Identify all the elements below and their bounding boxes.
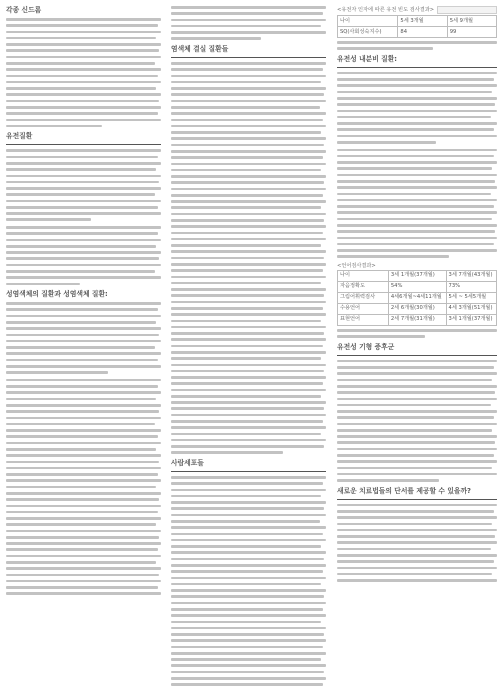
body-paragraph <box>6 302 161 374</box>
results-table <box>337 15 497 38</box>
heading-rule <box>171 57 326 58</box>
table-row: 표현언어 2세 7개월(31개월) 3세 1개월(37개월) <box>338 314 497 325</box>
section-heading: 각종 신드롬 <box>6 6 42 14</box>
section-heading: 유전성 내분비 질환: <box>337 54 397 63</box>
body-paragraph <box>337 504 497 582</box>
table-row: SQ(사회성숙지수) 84 99 <box>338 27 497 38</box>
table-row: 나이 3세 1개월(37개월) 3세 7개월(43개월) <box>338 270 497 281</box>
section-heading: 염색체 결실 질환들 <box>171 45 229 53</box>
table-row: 자음정확도 54% 73% <box>338 281 497 292</box>
section-heading: 유전성 기형 증후군 <box>337 342 395 351</box>
table-caption: <유전자 인자에 따른 유전 빈도 검사결과> <box>337 6 435 13</box>
body-paragraph <box>6 18 161 127</box>
body-paragraph <box>171 62 326 454</box>
body-paragraph <box>6 149 161 221</box>
table-row: 수용언어 2세 6개월(30개월) 4세 3개월(51개월) <box>338 303 497 314</box>
table-caption: <언어검사결과> <box>337 262 376 269</box>
body-paragraph <box>337 41 497 50</box>
column-middle <box>171 6 326 691</box>
section-heading: 새로운 치료법들의 단서를 제공할 수 있을까? <box>337 486 471 495</box>
body-paragraph <box>337 149 497 258</box>
body-paragraph <box>337 360 497 482</box>
body-paragraph <box>6 226 161 285</box>
language-test-table <box>337 270 497 326</box>
heading-rule <box>171 471 326 472</box>
body-paragraph <box>6 379 161 595</box>
body-paragraph <box>171 6 326 40</box>
heading-rule <box>337 355 497 356</box>
column-right <box>337 6 497 587</box>
section-heading: 사람세포들 <box>171 459 204 468</box>
column-left <box>6 6 161 600</box>
body-paragraph <box>337 72 497 144</box>
table-row: 그림어휘력검사 4세6개월~4세11개월 5세 ~ 5세5개월 <box>338 292 497 303</box>
heading-rule <box>337 67 497 68</box>
heading-rule <box>6 144 161 145</box>
body-paragraph <box>171 476 326 686</box>
section-heading: 유전질환 <box>6 132 33 141</box>
table-row: 나이 5세 3개월 5세 9개월 <box>338 16 497 27</box>
body-paragraph <box>337 329 497 338</box>
section-heading: 성염색체의 질환과 성염색체 질환: <box>6 290 108 299</box>
heading-rule <box>337 499 497 500</box>
